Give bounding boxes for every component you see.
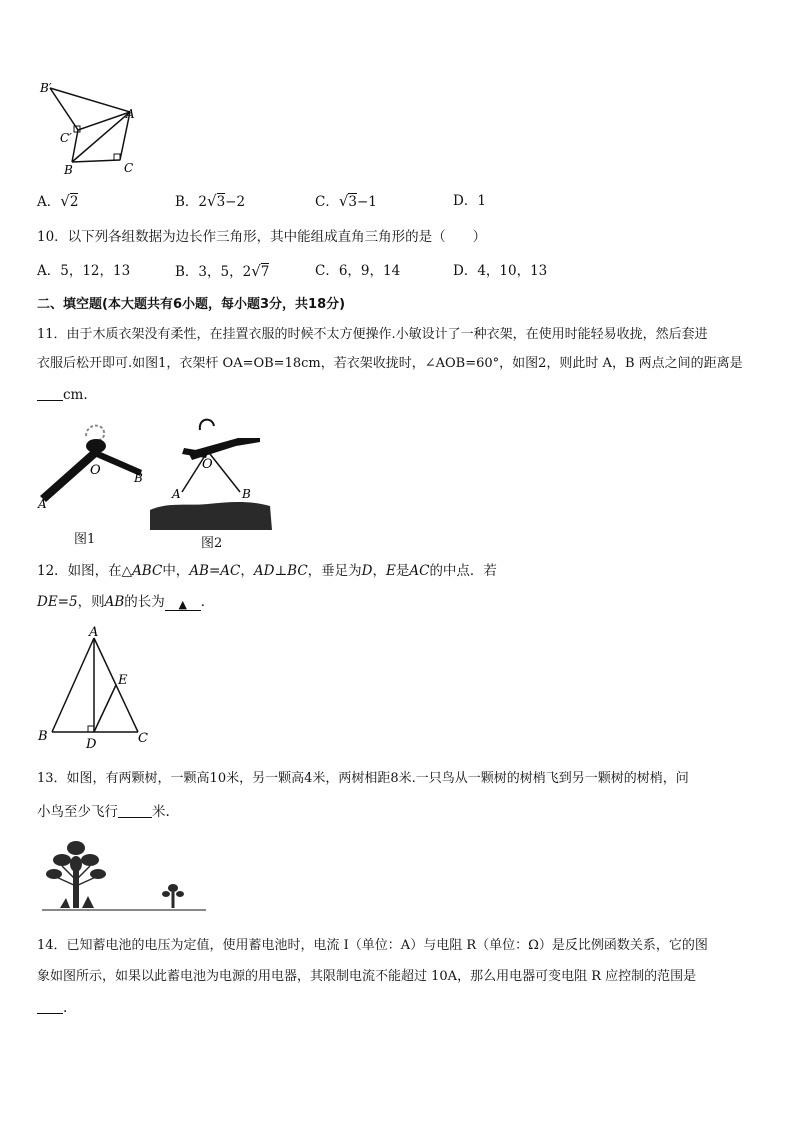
q10-option-c: C．6，9，14 (315, 263, 401, 279)
q10-option-b: B．3，5，2√7 (175, 262, 270, 280)
q13-answer-blank[interactable] (118, 803, 152, 818)
q12-line1: 12．如图，在△ABC中，AB=AC，AD⊥BC，垂足为D，E是AC的中点．若 (37, 563, 497, 579)
figure-q11-hanger-1 (34, 414, 154, 524)
q11-answer-blank[interactable] (37, 386, 63, 401)
figure-caption-2: 图2 (201, 536, 223, 551)
hanger1-label-o: O (90, 463, 101, 478)
q14-answer-blank[interactable] (37, 999, 63, 1014)
q10-stem: 10．以下列各组数据为边长作三角形，其中能组成直角三角形的是（ ） (37, 229, 487, 245)
tri-label-e: E (118, 673, 128, 688)
q11-line3: cm. (37, 386, 88, 404)
q10-option-d: D．4，10，13 (453, 263, 548, 279)
label-a: A (126, 107, 135, 121)
q9-option-d: D．1 (453, 193, 486, 209)
q14-line1: 14．已知蓄电池的电压为定值，使用蓄电池时，电流 I（单位：A）与电阻 R（单位：Ω）是反比例函数关系，它的图 (37, 938, 708, 953)
figure-q12-isosceles-triangle (34, 624, 158, 752)
figure-q13-two-trees (40, 836, 210, 916)
hanger1-label-b: B (134, 471, 143, 485)
label-c-prime: C′ (60, 131, 72, 145)
label-b: B (64, 163, 73, 177)
answer-triangle-mark: ▲ (178, 598, 187, 611)
q10-option-a: A．5，12，13 (37, 263, 131, 279)
tri-label-a: A (89, 625, 99, 640)
figure-q11-hanger-2 (148, 412, 278, 532)
q13-line1: 13．如图，有两颗树，一颗高10米，另一颗高4米，两树相距8米.一只鸟从一颗树的树梢飞到另一颗树的树梢，问 (37, 771, 689, 786)
q14-line3: . (37, 999, 67, 1017)
label-c: C (124, 161, 134, 175)
q9-option-c: C．√3−1 (315, 192, 377, 210)
section-title: 二、填空题(本大题共有6小题，每小题3分，共18分) (37, 297, 346, 312)
q11-line2: 衣服后松开即可.如图1，衣架杆 OA=OB=18cm，若衣架收拢时，∠AOB=60°，如图2，则此时 A，B 两点之间的距离是 (37, 356, 743, 371)
hanger2-label-o: O (202, 457, 213, 472)
tri-label-c: C (138, 731, 148, 746)
hanger2-label-b: B (242, 487, 251, 501)
tri-label-d: D (86, 737, 97, 752)
hanger1-label-a: A (38, 497, 47, 511)
figure-caption-1: 图1 (74, 532, 96, 547)
hanger2-label-a: A (172, 487, 181, 501)
tri-label-b: B (38, 729, 48, 744)
q9-option-a: A．√2 (37, 192, 79, 210)
label-b-prime: B′ (40, 81, 52, 95)
q11-line1: 11．由于木质衣架没有柔性，在挂置衣服的时候不太方便操作.小敏设计了一种衣架，在使用时能轻易收拢，然后套进 (37, 327, 708, 342)
q9-option-b: B．2√3−2 (175, 192, 246, 210)
q12-answer-blank[interactable] (165, 596, 201, 611)
figure-q9-triangles (30, 74, 150, 180)
q14-line2: 象如图所示，如果以此蓄电池为电源的用电器，其限制电流不能超过 10A，那么用电器可变电阻 R 应控制的范围是 (37, 969, 697, 984)
q13-line2: 小鸟至少飞行 米. (37, 804, 170, 820)
q12-line2: DE=5，则AB的长为 ▲ ． (37, 594, 215, 611)
